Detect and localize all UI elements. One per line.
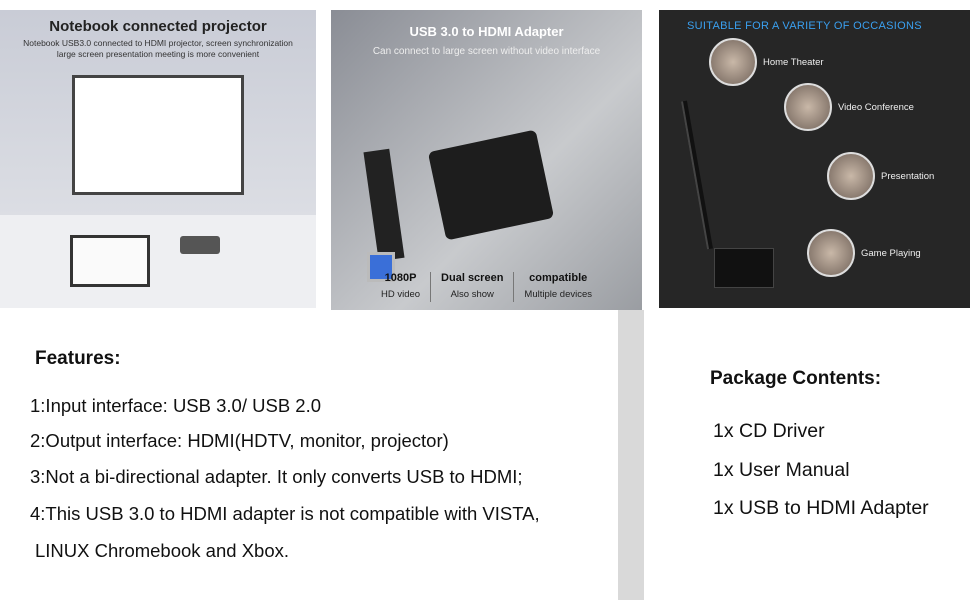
spec-sub: HD video bbox=[380, 289, 421, 300]
spec-item bbox=[513, 272, 602, 302]
projector-screen bbox=[72, 75, 244, 195]
occasion-presentation bbox=[827, 152, 934, 200]
projector bbox=[180, 236, 220, 254]
feature-item: LINUX Chromebook and Xbox. bbox=[35, 540, 289, 561]
subtitle-line: large screen presentation meeting is more convenient bbox=[56, 49, 260, 59]
panel2-subtitle: Can connect to large screen without video interface bbox=[372, 46, 601, 57]
spec-title: Dual screen bbox=[441, 272, 504, 284]
occasion-video-conference bbox=[784, 83, 914, 131]
occasion-label: Game Playing bbox=[861, 247, 921, 259]
package-item: 1x CD Driver bbox=[713, 420, 825, 442]
spec-title: 1080P bbox=[384, 272, 417, 284]
spec-sub: Multiple devices bbox=[524, 289, 593, 300]
occasion-label: Home Theater bbox=[763, 56, 824, 68]
panel1-subtitle bbox=[0, 38, 316, 60]
adapter-product-image bbox=[331, 10, 642, 310]
panel3-title: SUITABLE FOR A VARIETY OF OCCASIONS bbox=[687, 20, 922, 32]
spec-row bbox=[331, 272, 642, 302]
occasion-label: Presentation bbox=[881, 170, 935, 182]
laptop bbox=[70, 235, 150, 287]
spec-item bbox=[430, 272, 513, 302]
panel1-title: Notebook connected projector bbox=[49, 18, 267, 35]
hdmi-adapter bbox=[428, 130, 554, 241]
feature-item: 2:Output interface: HDMI(HDTV, monitor, projector) bbox=[30, 430, 449, 451]
package-item: 1x USB to HDMI Adapter bbox=[713, 497, 929, 519]
occasions-image bbox=[659, 10, 970, 308]
feature-item: 3:Not a bi-directional adapter. It only converts USB to HDMI; bbox=[30, 466, 523, 487]
occasion-label: Video Conference bbox=[838, 101, 914, 113]
package-heading: Package Contents: bbox=[710, 368, 882, 389]
adapter-cable bbox=[681, 101, 713, 250]
hdmi-adapter bbox=[714, 248, 774, 288]
spec-item bbox=[371, 272, 430, 302]
spec-sub: Also show bbox=[450, 289, 494, 300]
divider-bar bbox=[618, 310, 644, 600]
feature-item: 1:Input interface: USB 3.0/ USB 2.0 bbox=[30, 395, 322, 416]
table bbox=[0, 215, 316, 308]
occasion-photo bbox=[827, 152, 875, 200]
features-heading: Features: bbox=[35, 348, 121, 369]
feature-item: 4:This USB 3.0 to HDMI adapter is not compatible with VISTA, bbox=[30, 503, 540, 524]
subtitle-line: Notebook USB3.0 connected to HDMI projector, screen synchronization bbox=[23, 38, 293, 48]
package-item: 1x User Manual bbox=[713, 459, 850, 481]
occasion-game-playing bbox=[807, 229, 921, 277]
occasion-home-theater bbox=[709, 38, 824, 86]
panel2-title: USB 3.0 to HDMI Adapter bbox=[409, 24, 564, 39]
occasion-photo bbox=[709, 38, 757, 86]
projector-scene-image bbox=[0, 10, 316, 308]
occasion-photo bbox=[784, 83, 832, 131]
usb-cable bbox=[363, 149, 404, 262]
occasion-photo bbox=[807, 229, 855, 277]
spec-title: compatible bbox=[529, 272, 588, 284]
